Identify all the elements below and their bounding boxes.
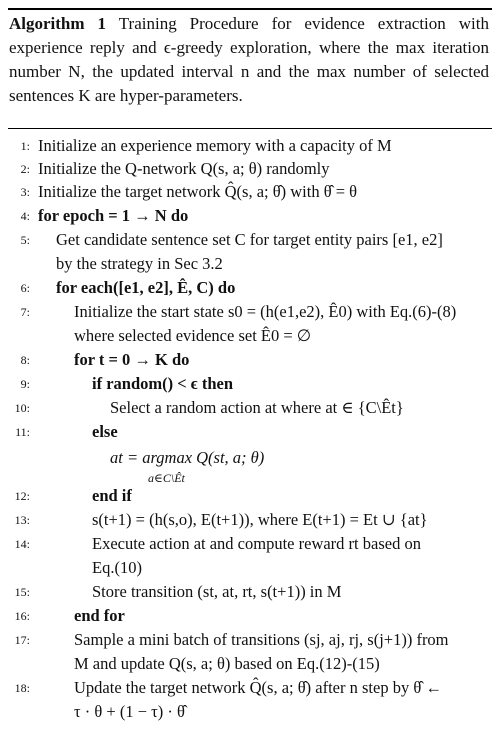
line-text: Eq.(10) — [92, 558, 142, 577]
line-text: Sample a mini batch of transitions (sj, aj, rj, s(j+1)) from — [74, 630, 449, 649]
line-number: 11: — [15, 425, 30, 439]
algorithm-caption — [9, 12, 489, 108]
line-text: if random() < ϵ then — [92, 374, 234, 393]
line-number: 10: — [14, 401, 30, 415]
line-text: Select a random action at where at ∈ {C\Êt} — [110, 398, 404, 417]
line-number: 12: — [14, 489, 30, 503]
line-number: 13: — [14, 513, 30, 527]
line-number: 3: — [20, 185, 30, 199]
line-text: Store transition (st, at, rt, s(t+1)) in M — [92, 582, 342, 601]
line-number: 17: — [14, 633, 30, 647]
line-number: 6: — [20, 281, 30, 295]
line-number: 2: — [20, 162, 30, 176]
line-number: 9: — [20, 377, 30, 391]
line-text: τ · θ + (1 − τ) · θ̂ — [74, 702, 185, 721]
line-text: for t = 0 → K do — [74, 350, 190, 369]
line-text: a∈C\Êt — [148, 471, 185, 485]
line-number: 4: — [20, 209, 30, 223]
top-rule — [8, 8, 492, 10]
line-number: 14: — [14, 537, 30, 551]
line-text: Initialize the start state s0 = (h(e1,e2), Ê0) with Eq.(6)-(8) — [74, 302, 457, 321]
line-text: Update the target network Q̂(s, a; θ̂) after n step by θ̂ ← — [74, 678, 442, 697]
line-text: end for — [74, 606, 125, 625]
line-number: 16: — [14, 609, 30, 623]
line-number: 5: — [20, 233, 30, 247]
line-text: s(t+1) = (h(s,o), E(t+1)), where E(t+1) = Et ∪ {at} — [92, 510, 428, 529]
line-text: at = argmax Q(st, a; θ) — [110, 448, 265, 467]
line-text: by the strategy in Sec 3.2 — [56, 254, 223, 273]
line-number: 8: — [20, 353, 30, 367]
line-text: Initialize the target network Q̂(s, a; θ̂) with θ̂ = θ — [38, 182, 358, 201]
line-text: where selected evidence set Ê0 = ∅ — [74, 326, 312, 345]
line-text: M and update Q(s, a; θ) based on Eq.(12)-(15) — [74, 654, 380, 673]
line-text: else — [92, 422, 118, 441]
line-text: for each([e1, e2], Ê, C) do — [56, 278, 236, 297]
line-text: Initialize an experience memory with a capacity of M — [38, 136, 392, 155]
line-text: for epoch = 1 → N do — [38, 206, 189, 225]
line-number: 1: — [20, 139, 30, 153]
line-text: Get candidate sentence set C for target entity pairs [e1, e2] — [56, 230, 443, 249]
caption-text: Training Procedure for evidence extraction with experience reply and ϵ-greedy exploration, where the max iteration number N, the updated interval n and the max number of selected sentences K are hyper-parameters. — [9, 14, 489, 105]
line-number: 18: — [14, 681, 30, 695]
line-number: 7: — [20, 305, 30, 319]
algorithm-label: Algorithm 1 — [9, 14, 107, 33]
line-text: Initialize the Q-network Q(s, a; θ) randomly — [38, 159, 330, 178]
line-number: 15: — [14, 585, 30, 599]
caption-rule — [8, 128, 492, 129]
line-text: end if — [92, 486, 132, 505]
line-text: Execute action at and compute reward rt based on — [92, 534, 421, 553]
